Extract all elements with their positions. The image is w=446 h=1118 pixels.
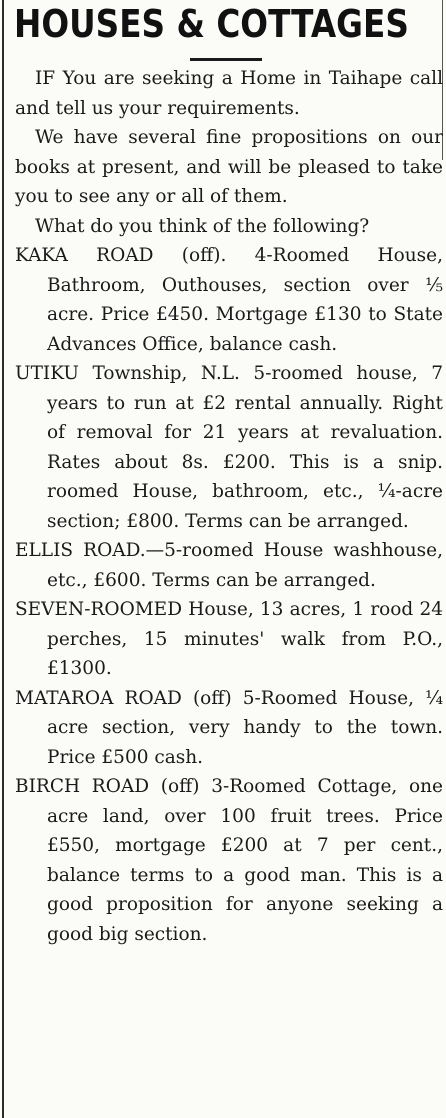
headline: HOUSES & COTTAGES — [14, 2, 409, 46]
headline-rule — [190, 58, 262, 61]
listing-birch-road: BIRCH ROAD (off) 3-Roomed Cottage, one acre land, over 100 fruit trees. Price £550, mortgage £200 at 7 per cent., balance terms to a good man. This is a good proposition for anyone seeking a good big section. — [15, 776, 443, 945]
question-paragraph: What do you think of the following? — [35, 215, 370, 237]
listing-ellis-road: ELLIS ROAD.—5-roomed House washhouse, etc., £600. Terms can be arranged. — [15, 540, 443, 591]
intro-paragraph: IF You are seeking a Home in Taihape call and tell us your requirements. — [15, 68, 443, 119]
column-rule-left — [2, 0, 4, 1118]
listing-utiku-township: UTIKU Township, N.L. 5-roomed house, 7 years to run at £2 rental annually. Right of removal for 21 years at revaluation. Rates about 8s. £200. This is a snip. roomed House, bathroom, etc., ¼-acre section; £800. Terms can be arranged. — [15, 363, 443, 532]
listing-mataroa-road: MATAROA ROAD (off) 5-Roomed House, ¼ acre section, very handy to the town. Price £500 cash. — [15, 687, 443, 768]
listing-seven-roomed: SEVEN-ROOMED House, 13 acres, 1 rood 24 perches, 15 minutes' walk from P.O., £1300. — [15, 599, 443, 679]
advertisement-body — [15, 64, 443, 949]
listing-kaka-road: KAKA ROAD (off). 4-Roomed House, Bathroom, Outhouses, section over ⅕ acre. Price £450. Mortgage £130 to State Advances Office, balance cash. — [15, 245, 443, 355]
propositions-paragraph: We have several fine propositions on our books at present, and will be pleased to take you to see any or all of them. — [15, 127, 443, 207]
